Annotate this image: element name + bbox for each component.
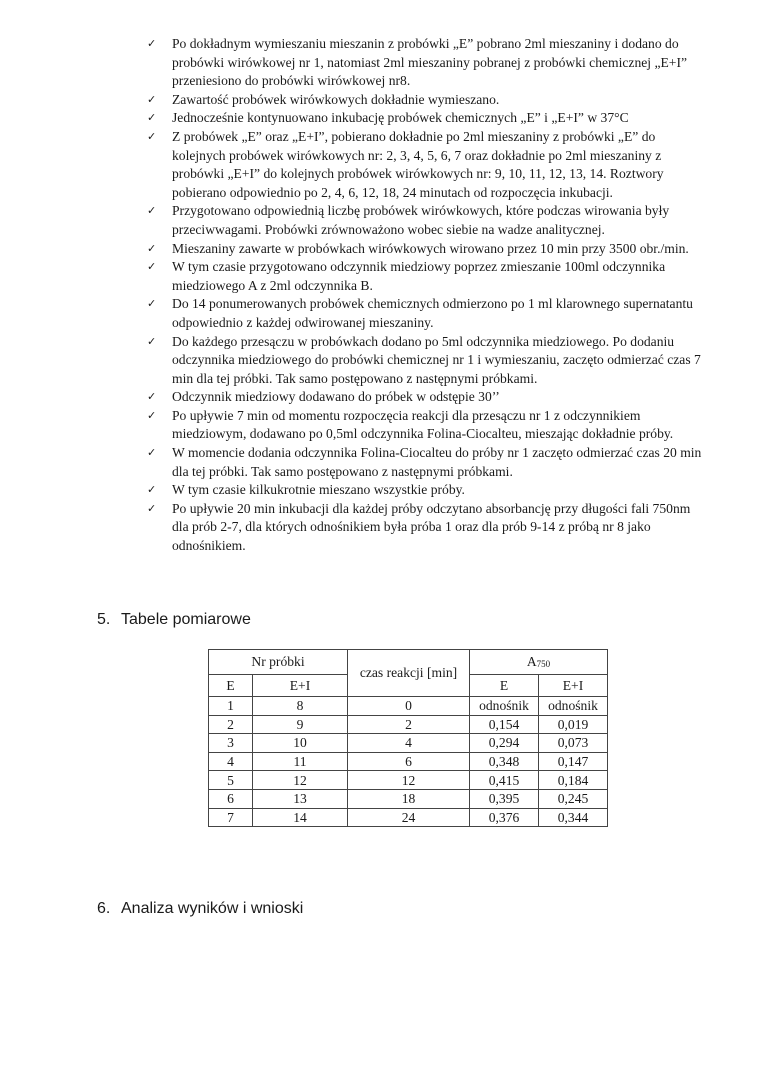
cell-absorbance-e: odnośnik xyxy=(470,697,539,716)
list-item xyxy=(146,202,706,239)
section-title: Analiza wyników i wnioski xyxy=(121,900,304,917)
checkmark-icon: ✓ xyxy=(147,408,157,422)
cell-sample-e: 4 xyxy=(209,752,253,771)
table-row xyxy=(209,789,608,808)
cell-absorbance-e: 0,415 xyxy=(470,771,539,790)
checkmark-icon: ✓ xyxy=(147,129,157,143)
cell-absorbance-e: 0,395 xyxy=(470,789,539,808)
cell-absorbance-e: 0,376 xyxy=(470,808,539,827)
list-item xyxy=(146,407,706,444)
cell-sample-ei: 14 xyxy=(253,808,348,827)
list-item xyxy=(146,109,706,128)
cell-absorbance-ei: 0,245 xyxy=(539,789,608,808)
cell-sample-ei: 9 xyxy=(253,715,348,734)
list-item xyxy=(146,240,706,259)
checkmark-icon: ✓ xyxy=(147,37,157,50)
checkmark-icon: ✓ xyxy=(147,241,157,255)
header-sample-number: Nr próbki xyxy=(209,650,348,675)
cell-reaction-time: 6 xyxy=(348,752,470,771)
cell-absorbance-e: 0,348 xyxy=(470,752,539,771)
section-heading-analysis xyxy=(97,900,303,918)
list-item-text: W tym czasie kilkukrotnie mieszano wszystkie próby. xyxy=(172,482,465,498)
list-item-text: Zawartość probówek wirówkowych dokładnie wymieszano. xyxy=(172,91,500,107)
section-number: 6. xyxy=(97,900,111,917)
checkmark-icon: ✓ xyxy=(147,92,157,106)
list-item xyxy=(146,91,706,110)
cell-sample-ei: 8 xyxy=(253,697,348,716)
cell-absorbance-ei: 0,019 xyxy=(539,715,608,734)
measurement-table xyxy=(208,649,608,827)
cell-reaction-time: 4 xyxy=(348,734,470,753)
absorbance-symbol: A xyxy=(526,654,537,669)
list-item-text: Mieszaniny zawarte w probówkach wirówkowych wirowano przez 10 min przy 3500 obr./min. xyxy=(172,240,689,256)
cell-absorbance-e: 0,154 xyxy=(470,715,539,734)
checkmark-icon: ✓ xyxy=(147,204,157,218)
list-item xyxy=(146,333,706,389)
cell-sample-e: 3 xyxy=(209,734,253,753)
list-item xyxy=(146,35,706,91)
cell-reaction-time: 12 xyxy=(348,771,470,790)
cell-absorbance-ei: 0,073 xyxy=(539,734,608,753)
table-row xyxy=(209,734,608,753)
list-item xyxy=(146,258,706,295)
list-item-text: Po dokładnym wymieszaniu mieszanin z probówki „E” pobrano 2ml mieszaniny i dodano do probówki wirówkowej nr 1, natomiast 2ml mieszaniny pobranej z probówki chemicznej „E+I” przeniesiono do probówki wirówkowej nr8. xyxy=(172,36,688,89)
cell-sample-ei: 10 xyxy=(253,734,348,753)
section-heading-measurement-tables xyxy=(97,611,251,629)
table-row xyxy=(209,808,608,827)
list-item-text: Jednocześnie kontynuowano inkubację probówek chemicznych „E” i „E+I” w 37°C xyxy=(172,110,629,126)
list-item xyxy=(146,388,706,407)
cell-reaction-time: 24 xyxy=(348,808,470,827)
checkmark-icon: ✓ xyxy=(147,483,157,497)
cell-absorbance-ei: 0,147 xyxy=(539,752,608,771)
list-item-text: Z probówek „E” oraz „E+I”, pobierano dokładnie po 2ml mieszaniny z probówki „E” do kolejnych probówek wirówkowych nr: 2, 3, 4, 5, 6, 7 oraz dokładnie po 2ml mieszaniny z probówki „E+I” do kolejnych probówek wirówkowych nr: 9, 10, 11, 12, 13, 14. Roztwory pobierano odpowiednio po 2, 4, 6, 12, 18, 24 minutach od rozpoczęcia inkubacji. xyxy=(172,128,664,200)
cell-reaction-time: 2 xyxy=(348,715,470,734)
cell-sample-ei: 12 xyxy=(253,771,348,790)
checkmark-icon: ✓ xyxy=(147,446,157,460)
table-row xyxy=(209,697,608,716)
checkmark-icon: ✓ xyxy=(147,297,157,311)
cell-sample-e: 2 xyxy=(209,715,253,734)
header-sample-e: E xyxy=(209,675,253,697)
table-row xyxy=(209,715,608,734)
table-row xyxy=(209,771,608,790)
checkmark-icon: ✓ xyxy=(147,260,157,274)
cell-reaction-time: 18 xyxy=(348,789,470,808)
cell-reaction-time: 0 xyxy=(348,697,470,716)
list-item xyxy=(146,500,706,556)
header-reaction-time: czas reakcji [min] xyxy=(348,650,470,697)
list-item-text: Do każdego przesączu w probówkach dodano po 5ml odczynnika miedziowego. Po dodaniu odczynnika miedziowego do probówki chemicznej nr 1 i wymieszaniu, zaczęto odmierzać czas 7 min dla tej próbki. Tak samo postępowano z następnymi próbkami. xyxy=(172,333,701,386)
cell-sample-e: 5 xyxy=(209,771,253,790)
list-item xyxy=(146,295,706,332)
checkmark-icon: ✓ xyxy=(147,334,157,348)
checkmark-icon: ✓ xyxy=(147,111,157,125)
cell-sample-e: 6 xyxy=(209,789,253,808)
list-item xyxy=(146,128,706,202)
list-item-text: W momencie dodania odczynnika Folina-Ciocalteu do próby nr 1 zaczęto odmierzać czas 20 min dla tej próbki. Tak samo postępowano z następnymi próbkami. xyxy=(172,445,702,479)
list-item xyxy=(146,481,706,500)
cell-sample-e: 7 xyxy=(209,808,253,827)
absorbance-wavelength: 750 xyxy=(536,659,551,669)
list-item-text: Do 14 ponumerowanych probówek chemicznych odmierzono po 1 ml klarownego supernatantu odpowiednio z każdej odwirowanej mieszaniny. xyxy=(172,296,693,330)
list-item-text: Odczynnik miedziowy dodawano do próbek w odstępie 30’’ xyxy=(172,389,500,405)
header-absorbance-e: E xyxy=(470,675,539,697)
list-item-text: W tym czasie przygotowano odczynnik miedziowy poprzez zmieszanie 100ml odczynnika miedziowego A z 2ml odczynnika B. xyxy=(172,259,666,293)
list-item-text: Po upływie 20 min inkubacji dla każdej próby odczytano absorbancję przy długości fali 750nm dla prób 2-7, dla których odnośnikiem była próba 1 oraz dla prób 9-14 z próbą nr 8 jako odnośnikiem. xyxy=(172,500,691,554)
header-absorbance xyxy=(470,650,608,675)
section-number: 5. xyxy=(97,611,111,628)
cell-absorbance-e: 0,294 xyxy=(470,734,539,753)
list-item-text: Po upływie 7 min od momentu rozpoczęcia reakcji dla przesączu nr 1 z odczynnikiem miedziowym, dodawano po 0,5ml odczynnika Folina-Ciocalteu, mieszając dokładnie próby. xyxy=(172,407,674,442)
header-absorbance-ei: E+I xyxy=(539,675,608,697)
procedure-checklist xyxy=(146,35,706,556)
checkmark-icon: ✓ xyxy=(147,390,157,404)
header-sample-ei: E+I xyxy=(253,675,348,697)
checkmark-icon: ✓ xyxy=(147,501,157,515)
cell-sample-e: 1 xyxy=(209,697,253,716)
table-row xyxy=(209,752,608,771)
cell-sample-ei: 11 xyxy=(253,752,348,771)
cell-absorbance-ei: 0,184 xyxy=(539,771,608,790)
section-title: Tabele pomiarowe xyxy=(121,611,251,628)
list-item-text: Przygotowano odpowiednią liczbę probówek wirówkowych, które podczas wirowania były przeciwwagami. Probówki zrównoważono wobec siebie na wadze analitycznej. xyxy=(172,203,670,237)
cell-absorbance-ei: 0,344 xyxy=(539,808,608,827)
cell-sample-ei: 13 xyxy=(253,789,348,808)
list-item xyxy=(146,444,706,481)
cell-absorbance-ei: odnośnik xyxy=(539,697,608,716)
